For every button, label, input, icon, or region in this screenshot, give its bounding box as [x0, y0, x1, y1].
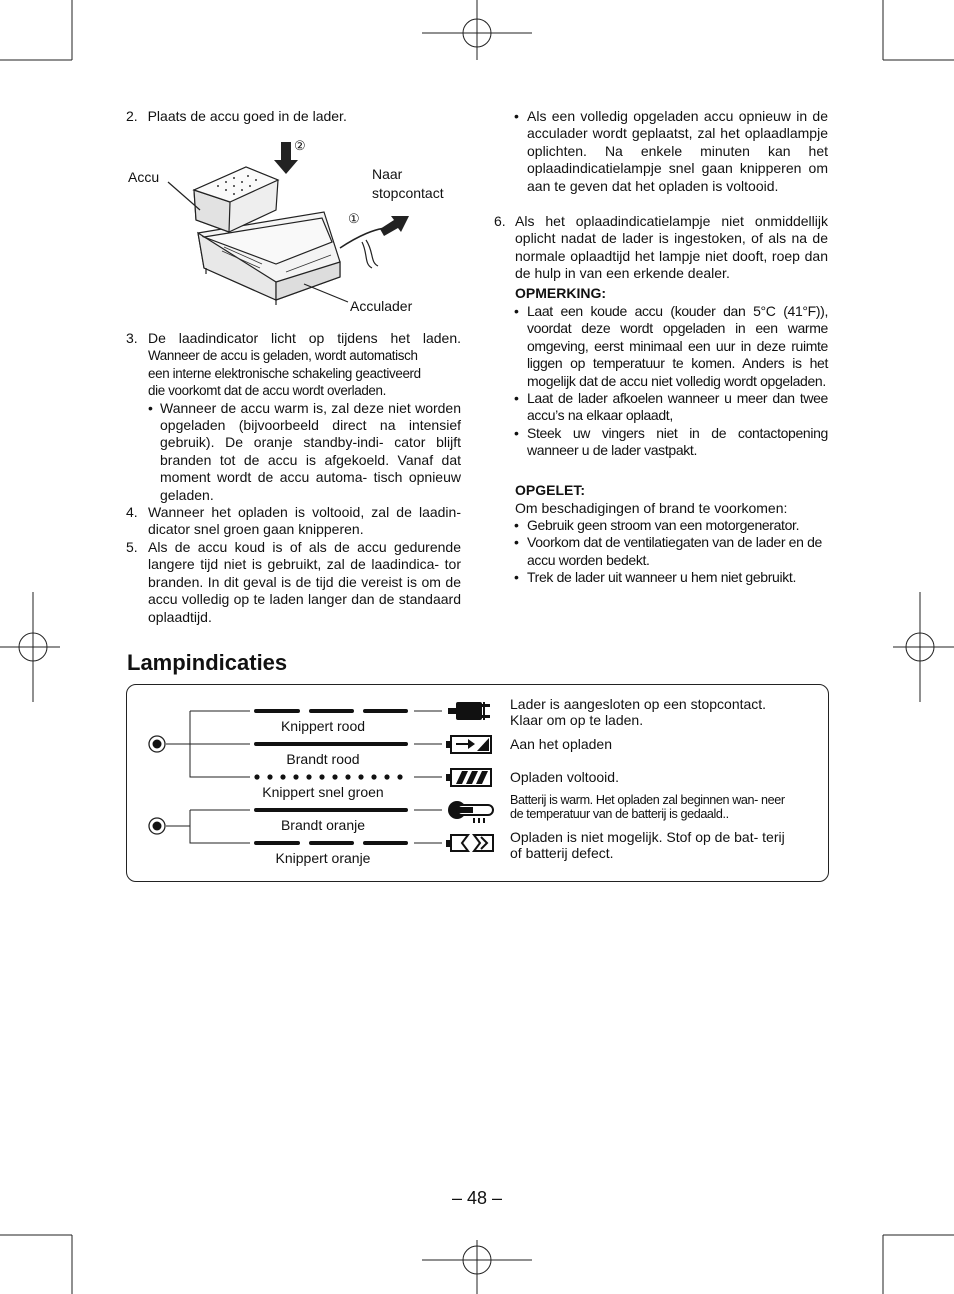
lamp-label-brandt-rood: Brandt rood	[286, 751, 360, 767]
opgelet-item-3: Trek de lader uit wanneer u hem niet gebruikt.	[527, 569, 796, 586]
description-plug: Lader is aangesloten op een stopcontact. Klaar om op te laden.	[510, 696, 767, 728]
step-text: Als het oplaadindicatielampje niet onmiddellijk oplicht nadat de lader is ingestoken, of als na de normale oplaadtijd het lampje niet dooft, roep dan de hulp in van een erkende dealer.	[515, 213, 828, 282]
step-number: 4.	[126, 504, 138, 520]
lamp-label-knippert-oranje: Knippert oranje	[275, 850, 371, 866]
step-3-line-4: die voorkomt dat de accu wordt overladen.	[148, 383, 386, 399]
list-item: • Voorkom dat de ventilatiegaten van de lader en de accu worden bedekt.	[514, 534, 828, 569]
callout-2: ②	[294, 138, 306, 153]
section-title: Lampindicaties	[127, 650, 288, 675]
list-item: • Gebruik geen stroom van een motorgenerator.	[514, 517, 828, 534]
full-battery-icon	[446, 769, 491, 786]
bullet-text: Als een volledig opgeladen accu opnieuw in de acculader wordt geplaatst, zal het oplaadlampje oplichten. Na enkele minuten kan het oplaadindicatielampje snel gaan knipperen om aan te geven dat het opladen is voltooid.	[527, 108, 828, 194]
charging-battery-icon	[446, 736, 491, 753]
label-naar: Naar	[372, 166, 403, 182]
step-3-line-2: Wanneer de accu is geladen, wordt automatisch	[148, 348, 418, 364]
description-warm: Batterij is warm. Het opladen zal beginnen wan- neer de temperatuur van de batterij is gedaald..	[510, 793, 785, 821]
thermometer-icon	[448, 801, 493, 823]
list-item: • Steek uw vingers niet in de contactopening wanneer u de lader vastpakt.	[514, 424, 828, 459]
lamp-label-knippert-snel-groen: Knippert snel groen	[262, 784, 384, 800]
list-item: • Trek de lader uit wanneer u hem niet gebruikt.	[514, 569, 828, 586]
description-complete: Opladen voltooid.	[510, 769, 619, 785]
step-3-line-3: een interne elektronische schakeling geactiveerd	[148, 365, 421, 381]
list-item: • Laat de lader afkoelen wanneer u meer dan twee accu’s na elkaar oplaadt,	[514, 390, 828, 424]
opmerking-item-3: Steek uw vingers niet in de contactopening wanneer u de lader vastpakt.	[527, 424, 828, 459]
callout-1: ①	[348, 211, 360, 226]
step-number: 2.	[126, 108, 138, 124]
step-3-line-1: De laadindicator licht op tijdens het laden.	[148, 330, 461, 346]
opgelet-item-1: Gebruik geen stroom van een motorgenerator.	[527, 517, 800, 533]
bullet: •	[148, 399, 153, 416]
step-text: Wanneer het opladen is voltooid, zal de laadin- dicator snel groen gaan knipperen.	[148, 504, 461, 538]
description-charging: Aan het opladen	[510, 736, 612, 752]
defective-battery-icon	[446, 835, 493, 851]
bullet: •	[514, 108, 519, 124]
opgelet-intro: Om beschadigingen of brand te voorkomen:	[515, 500, 788, 516]
label-acculader: Acculader	[350, 298, 413, 314]
step-text: Plaats de accu goed in de lader.	[147, 108, 347, 124]
opmerking-item-1: Laat een koude accu (kouder dan 5°C (41°F)), voordat deze wordt opgeladen in een warme omgeving, eerst minimaal een uur in deze ruimte liggen op temperatuur te komen. Anders is het mogelijk dat de accu niet volledig wordt opgeladen.	[527, 303, 828, 389]
lamp-label-brandt-oranje: Brandt oranje	[280, 817, 366, 833]
label-stopcontact: stopcontact	[372, 185, 444, 201]
step-number: 6.	[494, 213, 506, 229]
lamp-indicator-1	[149, 736, 165, 752]
step-number: 5.	[126, 539, 138, 555]
opgelet-title: OPGELET:	[515, 482, 586, 498]
page-number: – 48 –	[451, 1188, 503, 1208]
label-accu: Accu	[128, 169, 160, 185]
lamp-label-knippert-rood: Knippert rood	[280, 718, 366, 734]
plug-icon	[448, 702, 490, 720]
opmerking-item-2: Laat de lader afkoelen wanneer u meer dan twee accu’s na elkaar oplaadt,	[527, 390, 828, 424]
opmerking-title: OPMERKING:	[515, 285, 606, 301]
opgelet-item-2: Voorkom dat de ventilatiegaten van de lader en de accu worden bedekt.	[527, 534, 822, 568]
description-defective: Opladen is niet mogelijk. Stof op de bat- terij of batterij defect.	[510, 829, 785, 861]
step-number: 3.	[126, 330, 138, 346]
lamp-indicator-2	[149, 818, 165, 834]
step-3-bullet-text: Wanneer de accu warm is, zal deze niet worden opgeladen (bijvoorbeeld direct na intensief gebruik). De oranje standby-indi- cator blijft branden tot de accu is afgekoeld. Vanaf dat moment wordt de accu automa- tisch opnieuw geladen.	[160, 399, 461, 503]
step-text: Als de accu koud is of als de accu gedurende langere tijd niet is gebruikt, zal de laadindica- tor branden. In dit geval is de tijd die vereist is om de accu volledig op te laden langer dan de standaard oplaadtijd.	[148, 539, 461, 625]
list-item: • Laat een koude accu (kouder dan 5°C (41°F)), voordat deze wordt opgeladen in een warme omgeving, eerst minimaal een uur in deze ruimte liggen op temperatuur te komen. Anders is het mogelijk dat de accu niet volledig wordt opgeladen.	[514, 303, 828, 389]
